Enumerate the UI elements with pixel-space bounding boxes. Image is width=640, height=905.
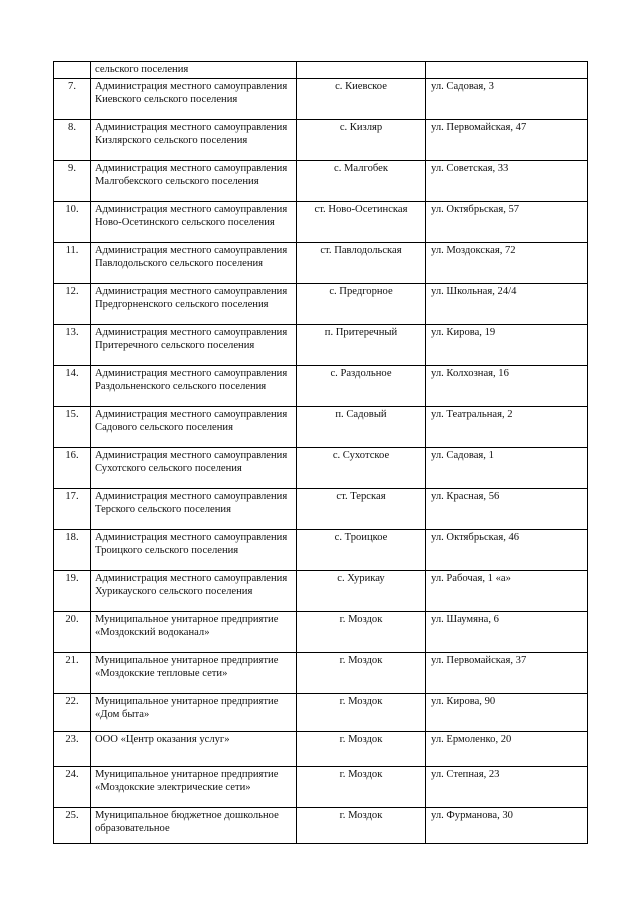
row-number: 12.: [54, 283, 91, 324]
row-number: 11.: [54, 242, 91, 283]
organization-name: Администрация местного самоуправления Предгорненского сельского поселения: [91, 283, 297, 324]
address: ул. Кирова, 90: [426, 693, 588, 731]
organization-name: Муниципальное унитарное предприятие «Дом быта»: [91, 693, 297, 731]
table-row: [54, 652, 588, 693]
row-number: 13.: [54, 324, 91, 365]
address: ул. Степная, 23: [426, 766, 588, 807]
row-number: 16.: [54, 447, 91, 488]
settlement: с. Малгобек: [297, 160, 426, 201]
table-row: [54, 766, 588, 807]
settlement: с. Киевское: [297, 78, 426, 119]
address: ул. Садовая, 3: [426, 78, 588, 119]
address: ул. Школьная, 24/4: [426, 283, 588, 324]
table-row: [54, 78, 588, 119]
organization-name: Администрация местного самоуправления Раздольненского сельского поселения: [91, 365, 297, 406]
row-number: 7.: [54, 78, 91, 119]
settlement: с. Предгорное: [297, 283, 426, 324]
table-row: [54, 611, 588, 652]
row-number: 14.: [54, 365, 91, 406]
organization-name: Администрация местного самоуправления Притеречного сельского поселения: [91, 324, 297, 365]
table-row: [54, 570, 588, 611]
address: ул. Первомайская, 37: [426, 652, 588, 693]
organization-name: Администрация местного самоуправления Сухотского сельского поселения: [91, 447, 297, 488]
table-row: [54, 406, 588, 447]
organization-name: Муниципальное бюджетное дошкольное образовательное: [91, 807, 297, 843]
table-row: [54, 283, 588, 324]
organization-name: Администрация местного самоуправления Павлодольского сельского поселения: [91, 242, 297, 283]
settlement: г. Моздок: [297, 652, 426, 693]
settlement: [297, 62, 426, 79]
row-number: 17.: [54, 488, 91, 529]
row-number: 22.: [54, 693, 91, 731]
table-row: [54, 201, 588, 242]
address: ул. Колхозная, 16: [426, 365, 588, 406]
settlement: г. Моздок: [297, 731, 426, 766]
address: ул. Октябрьская, 46: [426, 529, 588, 570]
organization-name: Администрация местного самоуправления Троицкого сельского поселения: [91, 529, 297, 570]
address: ул. Ермоленко, 20: [426, 731, 588, 766]
row-number: 18.: [54, 529, 91, 570]
table-row: [54, 693, 588, 731]
row-number: 20.: [54, 611, 91, 652]
address: ул. Театральная, 2: [426, 406, 588, 447]
table-row: [54, 529, 588, 570]
organization-name: Администрация местного самоуправления Малгобекского сельского поселения: [91, 160, 297, 201]
settlement: г. Моздок: [297, 693, 426, 731]
document-page: [53, 61, 587, 844]
organization-name: Муниципальное унитарное предприятие «Моздокские тепловые сети»: [91, 652, 297, 693]
settlement: с. Троицкое: [297, 529, 426, 570]
table-row: [54, 160, 588, 201]
settlement: с. Раздольное: [297, 365, 426, 406]
address: [426, 62, 588, 79]
row-number: 15.: [54, 406, 91, 447]
address: ул. Красная, 56: [426, 488, 588, 529]
address: ул. Советская, 33: [426, 160, 588, 201]
settlement: г. Моздок: [297, 766, 426, 807]
address: ул. Рабочая, 1 «а»: [426, 570, 588, 611]
organization-name: Администрация местного самоуправления Хурикауского сельского поселения: [91, 570, 297, 611]
table-row: [54, 365, 588, 406]
settlement: п. Притеречный: [297, 324, 426, 365]
table-row: [54, 119, 588, 160]
table-row: [54, 324, 588, 365]
organizations-table: [53, 61, 588, 844]
row-number: 23.: [54, 731, 91, 766]
organization-name: Администрация местного самоуправления Киевского сельского поселения: [91, 78, 297, 119]
settlement: п. Садовый: [297, 406, 426, 447]
table-row: [54, 447, 588, 488]
row-number: 24.: [54, 766, 91, 807]
address: ул. Кирова, 19: [426, 324, 588, 365]
row-number: 19.: [54, 570, 91, 611]
organization-name: Администрация местного самоуправления Кизлярского сельского поселения: [91, 119, 297, 160]
organization-name: Муниципальное унитарное предприятие «Моздокские электрические сети»: [91, 766, 297, 807]
table-row: [54, 62, 588, 79]
table-row: [54, 731, 588, 766]
settlement: ст. Павлодольская: [297, 242, 426, 283]
address: ул. Моздокская, 72: [426, 242, 588, 283]
settlement: ст. Терская: [297, 488, 426, 529]
row-number: 9.: [54, 160, 91, 201]
settlement: с. Кизляр: [297, 119, 426, 160]
table-row: [54, 488, 588, 529]
address: ул. Октябрьская, 57: [426, 201, 588, 242]
row-number: [54, 62, 91, 79]
organization-name: ООО «Центр оказания услуг»: [91, 731, 297, 766]
settlement: с. Сухотское: [297, 447, 426, 488]
organization-name: сельского поселения: [91, 62, 297, 79]
settlement: г. Моздок: [297, 611, 426, 652]
table-row: [54, 242, 588, 283]
address: ул. Шаумяна, 6: [426, 611, 588, 652]
row-number: 21.: [54, 652, 91, 693]
row-number: 8.: [54, 119, 91, 160]
settlement: г. Моздок: [297, 807, 426, 843]
settlement: с. Хурикау: [297, 570, 426, 611]
row-number: 25.: [54, 807, 91, 843]
address: ул. Садовая, 1: [426, 447, 588, 488]
row-number: 10.: [54, 201, 91, 242]
address: ул. Фурманова, 30: [426, 807, 588, 843]
organization-name: Администрация местного самоуправления Садового сельского поселения: [91, 406, 297, 447]
table-row: [54, 807, 588, 843]
organization-name: Администрация местного самоуправления Терского сельского поселения: [91, 488, 297, 529]
address: ул. Первомайская, 47: [426, 119, 588, 160]
organization-name: Муниципальное унитарное предприятие «Моздокский водоканал»: [91, 611, 297, 652]
settlement: ст. Ново-Осетинская: [297, 201, 426, 242]
organization-name: Администрация местного самоуправления Ново-Осетинского сельского поселения: [91, 201, 297, 242]
